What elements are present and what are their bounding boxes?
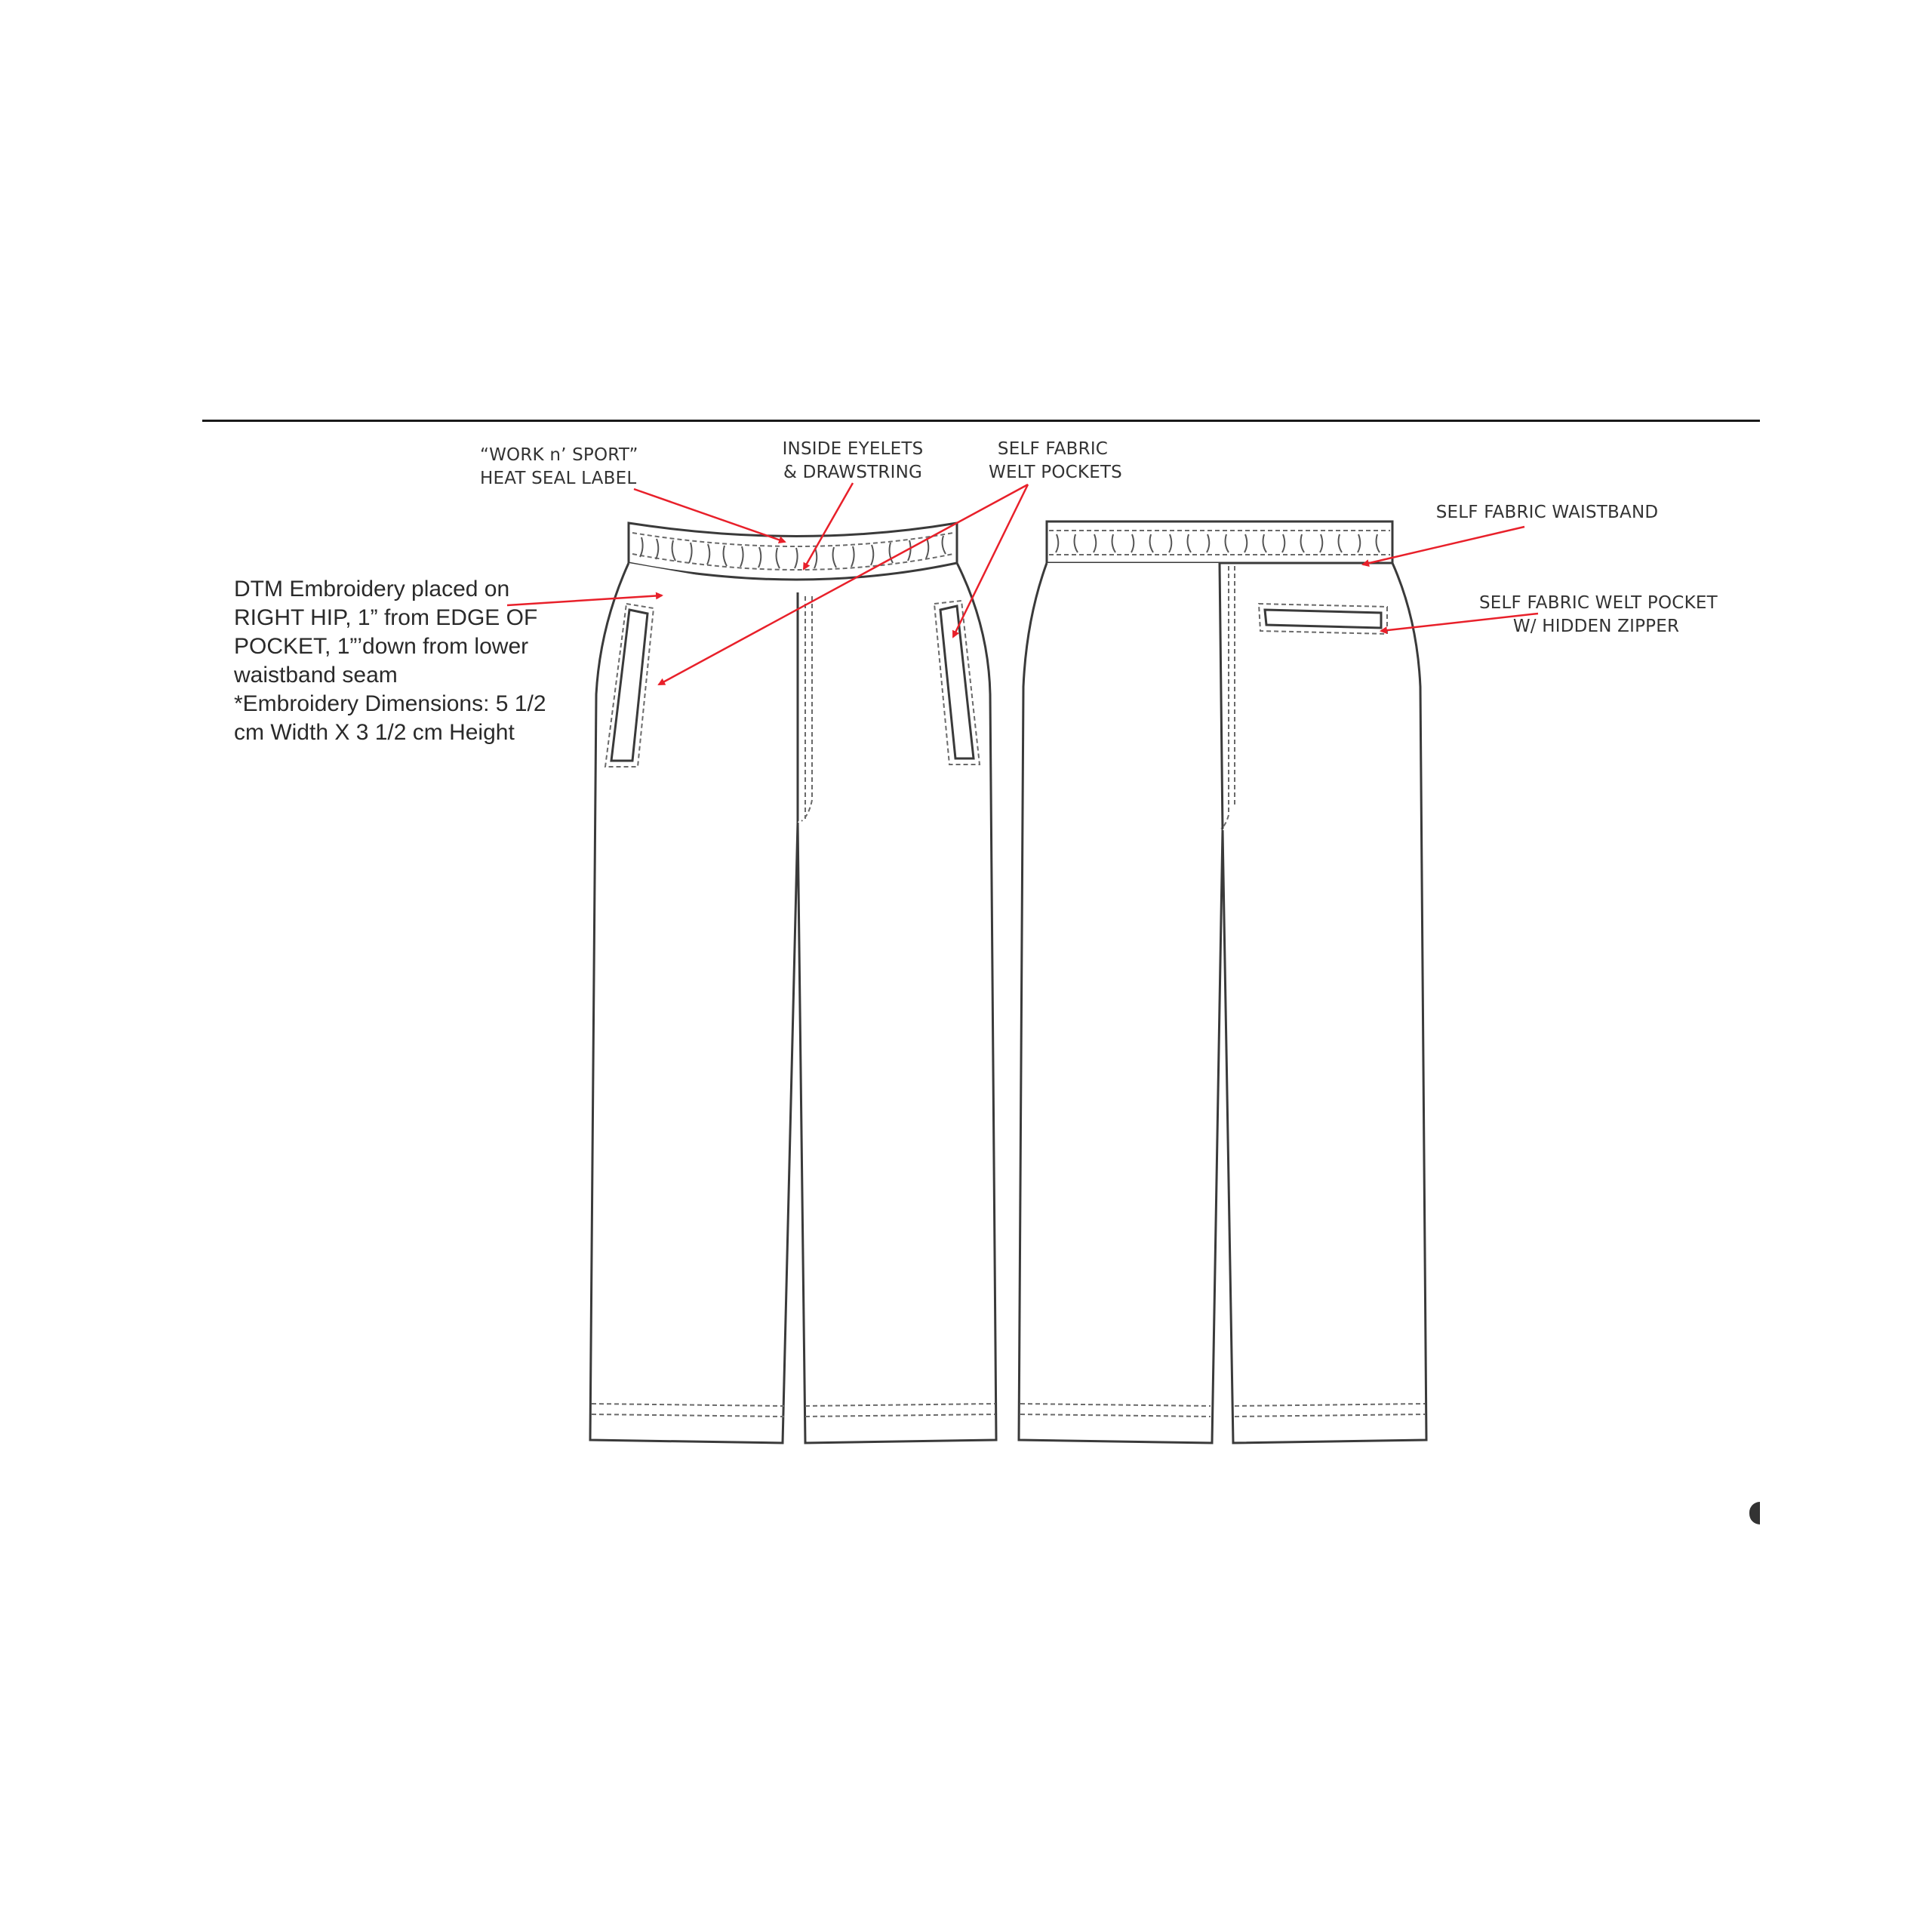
label-waistband-line1: SELF FABRIC WAISTBAND [1435,503,1659,522]
label-back-welt-line1: SELF FABRIC WELT POCKET [1479,593,1718,613]
label-front-welt-line2: WELT POCKETS [989,463,1122,482]
back-right-leg [1223,563,1426,1443]
embroidery-note-line6: cm Width X 3 1/2 cm Height [234,720,515,745]
label-heat-seal-line2: HEAT SEAL LABEL [480,469,637,488]
embroidery-note-line2: RIGHT HIP, 1” from EDGE OF [234,605,538,630]
back-welt-pocket-zipper [1265,610,1381,628]
embroidery-note-line3: POCKET, 1”’down from lower [234,634,529,659]
label-back-waistband [1434,501,1660,525]
label-eyelets-drawstring [777,438,928,485]
label-back-welt-pocket [1479,592,1718,638]
back-left-leg [1019,563,1223,1443]
embroidery-note-line5: *Embroidery Dimensions: 5 1/2 [234,691,546,716]
label-eyelets-line2: & DRAWSTRING [783,463,923,482]
label-heat-seal-line1: “WORK n’ SPORT” [480,445,638,465]
arrow-front-welt-right [953,485,1028,637]
front-view-pants [590,523,996,1443]
label-heat-seal [480,444,638,491]
label-back-welt-line2: W/ HIDDEN ZIPPER [1512,617,1680,636]
embroidery-note-line4: waistband seam [234,663,398,688]
front-waistband [629,523,957,580]
label-front-welt-line1: SELF FABRIC [997,439,1109,459]
embroidery-note-line1: DTM Embroidery placed on [234,577,510,601]
back-view-pants [1019,521,1426,1443]
embroidery-note [234,575,566,747]
back-waistband [1047,521,1392,563]
label-eyelets-line1: INSIDE EYELETS [782,439,924,459]
label-front-welt-pockets [989,438,1122,485]
